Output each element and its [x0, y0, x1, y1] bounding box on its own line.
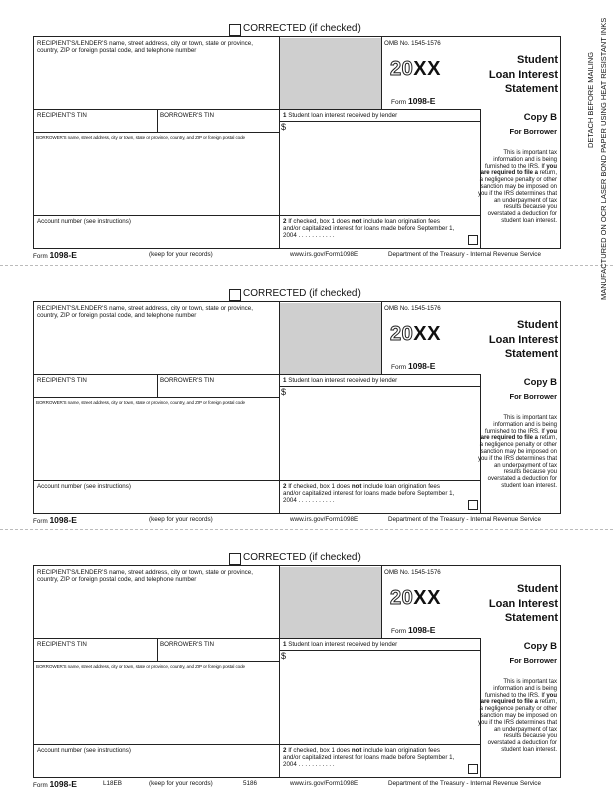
recipient-tin-label: RECIPIENT'S TIN [37, 641, 87, 648]
keep-for-records: (keep for your records) [149, 251, 213, 258]
box1-dollar: $ [281, 387, 287, 397]
form-number-header: Form 1098-E [391, 361, 436, 371]
copy-b-label: Copy B [523, 112, 557, 123]
borrower-tin-label: BORROWER'S TIN [160, 641, 215, 648]
form-grid [33, 36, 561, 249]
keep-for-records: (keep for your records) [149, 516, 213, 523]
keep-for-records: (keep for your records) [149, 780, 213, 787]
form-title: Student Loan Interest Statement [488, 319, 558, 360]
important-notice: This is important tax information and is being furnished to the IRS. If you are required to file a return, a negligence penalty or other sanction may be imposed on you if the IRS determines that an underpayment of tax results because you overstated a deduction for student loan interest. [477, 679, 557, 753]
shaded-box [280, 38, 381, 109]
perforation-line [0, 265, 613, 266]
tax-year: 20XX [390, 58, 441, 80]
for-borrower-label: For Borrower [509, 392, 557, 401]
box2-checkbox[interactable] [468, 235, 478, 245]
borrower-tin-label: BORROWER'S TIN [160, 112, 215, 119]
form-grid [33, 565, 561, 778]
form-1098e-copy-b [33, 22, 561, 280]
detach-notice: DETACH BEFORE MAILING [586, 51, 595, 148]
recipient-tin-label: RECIPIENT'S TIN [37, 112, 87, 119]
box1-label: 1 Student loan interest received by lender [283, 377, 398, 384]
corrected-label: CORRECTED (if checked) [243, 23, 361, 34]
form-number-footer: Form 1098-E [33, 515, 77, 525]
box2-checkbox[interactable] [468, 764, 478, 774]
form-grid [33, 301, 561, 514]
corrected-checkbox[interactable] [229, 289, 241, 301]
shaded-box [280, 567, 381, 638]
form-title: Student Loan Interest Statement [488, 54, 558, 95]
irs-url: www.irs.gov/Form1098E [290, 780, 359, 787]
box1-label: 1 Student loan interest received by lender [283, 112, 398, 119]
copy-b-label: Copy B [523, 377, 557, 388]
account-number-label: Account number (see instructions) [37, 747, 131, 754]
corrected-checkbox[interactable] [229, 24, 241, 36]
form-1098e-copy-b [33, 287, 561, 545]
form-catalog-number: 5186 [243, 780, 258, 787]
form-code: L18EB [103, 780, 122, 787]
treasury-department: Department of the Treasury - Internal Revenue Service [388, 516, 541, 523]
irs-url: www.irs.gov/Form1098E [290, 251, 359, 258]
corrected-checkbox[interactable] [229, 553, 241, 565]
recipient-lender-label: RECIPIENT'S/LENDER'S name, street address, city or town, state or province, country, ZIP or foreign postal code, and telephone number [37, 40, 253, 54]
box1-dollar: $ [281, 651, 287, 661]
box1-dollar: $ [281, 122, 287, 132]
treasury-department: Department of the Treasury - Internal Revenue Service [388, 251, 541, 258]
for-borrower-label: For Borrower [509, 127, 557, 136]
form-number-footer: Form 1098-E [33, 250, 77, 260]
important-notice: This is important tax information and is being furnished to the IRS. If you are required to file a return, a negligence penalty or other sanction may be imposed on you if the IRS determines that an underpayment of tax results because you overstated a deduction for student loan interest. [477, 415, 557, 489]
recipient-lender-label: RECIPIENT'S/LENDER'S name, street address, city or town, state or province, country, ZIP or foreign postal code, and telephone number [37, 305, 253, 319]
box1-label: 1 Student loan interest received by lender [283, 641, 398, 648]
important-notice: This is important tax information and is being furnished to the IRS. If you are required to file a return, a negligence penalty or other sanction may be imposed on you if the IRS determines that an underpayment of tax results because you overstated a deduction for student loan interest. [477, 150, 557, 224]
recipient-lender-label: RECIPIENT'S/LENDER'S name, street address, city or town, state or province, country, ZIP or foreign postal code, and telephone number [37, 569, 253, 583]
manufacturing-notice: MANUFACTURED ON OCR LASER BOND PAPER USING HEAT RESISTANT INKS [599, 17, 608, 300]
irs-url: www.irs.gov/Form1098E [290, 516, 359, 523]
omb-number: OMB No. 1545-1576 [384, 40, 441, 47]
box2-label: 2 If checked, box 1 does not include loan origination fees and/or capitalized interest for loans made before September 1, 2004 . . . . . . . . . . . [283, 218, 455, 239]
box2-label: 2 If checked, box 1 does not include loan origination fees and/or capitalized interest for loans made before September 1, 2004 . . . . . . . . . . . [283, 483, 455, 504]
borrower-tin-label: BORROWER'S TIN [160, 377, 215, 384]
tax-year: 20XX [390, 587, 441, 609]
recipient-tin-label: RECIPIENT'S TIN [37, 377, 87, 384]
for-borrower-label: For Borrower [509, 656, 557, 665]
corrected-label: CORRECTED (if checked) [243, 288, 361, 299]
treasury-department: Department of the Treasury - Internal Revenue Service [388, 780, 541, 787]
form-1098e-copy-b [33, 551, 561, 809]
form-number-header: Form 1098-E [391, 96, 436, 106]
account-number-label: Account number (see instructions) [37, 218, 131, 225]
form-title: Student Loan Interest Statement [488, 583, 558, 624]
shaded-box [280, 303, 381, 374]
box2-checkbox[interactable] [468, 500, 478, 510]
borrower-address-label: BORROWER'S name, street address, city or town, state or province, country, and ZIP or foreign postal code [36, 664, 246, 669]
form-number-header: Form 1098-E [391, 625, 436, 635]
account-number-label: Account number (see instructions) [37, 483, 131, 490]
box2-label: 2 If checked, box 1 does not include loan origination fees and/or capitalized interest for loans made before September 1, 2004 . . . . . . . . . . . [283, 747, 455, 768]
copy-b-label: Copy B [523, 641, 557, 652]
tax-year: 20XX [390, 323, 441, 345]
borrower-address-label: BORROWER'S name, street address, city or town, state or province, country, and ZIP or foreign postal code [36, 135, 246, 140]
form-number-footer: Form 1098-E [33, 779, 77, 789]
omb-number: OMB No. 1545-1576 [384, 569, 441, 576]
omb-number: OMB No. 1545-1576 [384, 305, 441, 312]
corrected-label: CORRECTED (if checked) [243, 552, 361, 563]
borrower-address-label: BORROWER'S name, street address, city or town, state or province, country, and ZIP or foreign postal code [36, 400, 246, 405]
perforation-line [0, 529, 613, 530]
